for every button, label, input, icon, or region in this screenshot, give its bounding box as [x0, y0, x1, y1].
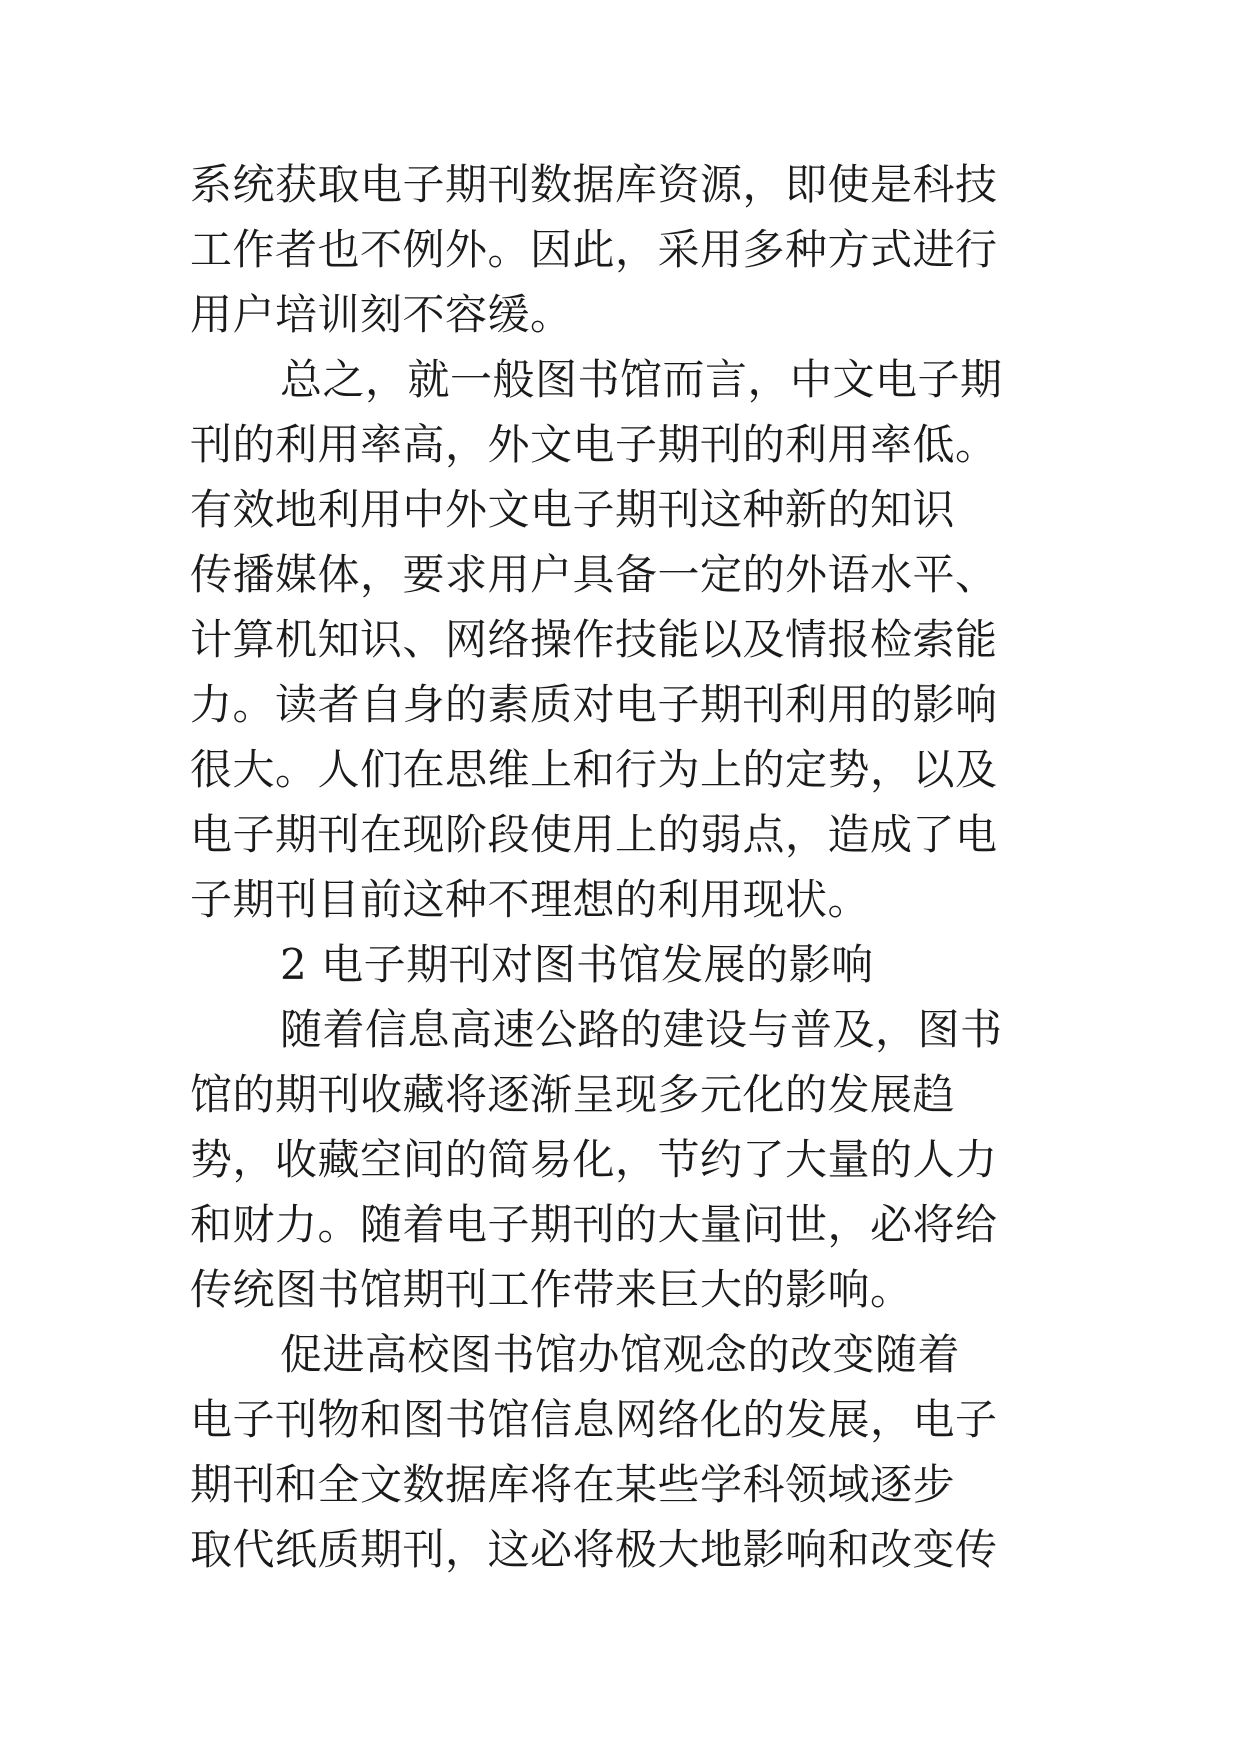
text-line: 用户培训刻不容缓。 [190, 290, 573, 339]
text-line: 计算机知识、网络操作技能以及情报检索能 [190, 615, 998, 664]
text-line: 传统图书馆期刊工作带来巨大的影响。 [190, 1265, 913, 1314]
text-line: 很大。人们在思维上和行为上的定势，以及 [190, 745, 998, 794]
text-line: 有效地利用中外文电子期刊这种新的知识 [190, 485, 956, 534]
text-line: 馆的期刊收藏将逐渐呈现多元化的发展趋 [190, 1070, 956, 1119]
text-line: 电子期刊在现阶段使用上的弱点，造成了电 [190, 810, 998, 859]
text-line: 传播媒体，要求用户具备一定的外语水平、 [190, 550, 998, 599]
text-line: 电子刊物和图书馆信息网络化的发展，电子 [190, 1395, 998, 1444]
paragraph-start-line: 总之，就一般图书馆而言，中文电子期 [280, 355, 1003, 404]
text-line: 期刊和全文数据库将在某些学科领域逐步 [190, 1460, 956, 1509]
text-line: 刊的利用率高，外文电子期刊的利用率低。 [190, 420, 998, 469]
text-line: 工作者也不例外。因此，采用多种方式进行 [190, 225, 998, 274]
text-line: 力。读者自身的素质对电子期刊利用的影响 [190, 680, 998, 729]
paragraph-start-line: 促进高校图书馆办馆观念的改变随着 [280, 1330, 961, 1379]
text-line: 取代纸质期刊，这必将极大地影响和改变传 [190, 1525, 998, 1574]
text-line: 系统获取电子期刊数据库资源，即使是科技 [190, 160, 998, 209]
paragraph-start-line: 随着信息高速公路的建设与普及，图书 [280, 1005, 1003, 1054]
section-heading: 2 电子期刊对图书馆发展的影响 [280, 940, 874, 989]
text-line: 子期刊目前这种不理想的利用现状。 [190, 875, 871, 924]
text-line: 势，收藏空间的简易化，节约了大量的人力 [190, 1135, 998, 1184]
text-line: 和财力。随着电子期刊的大量问世，必将给 [190, 1200, 998, 1249]
